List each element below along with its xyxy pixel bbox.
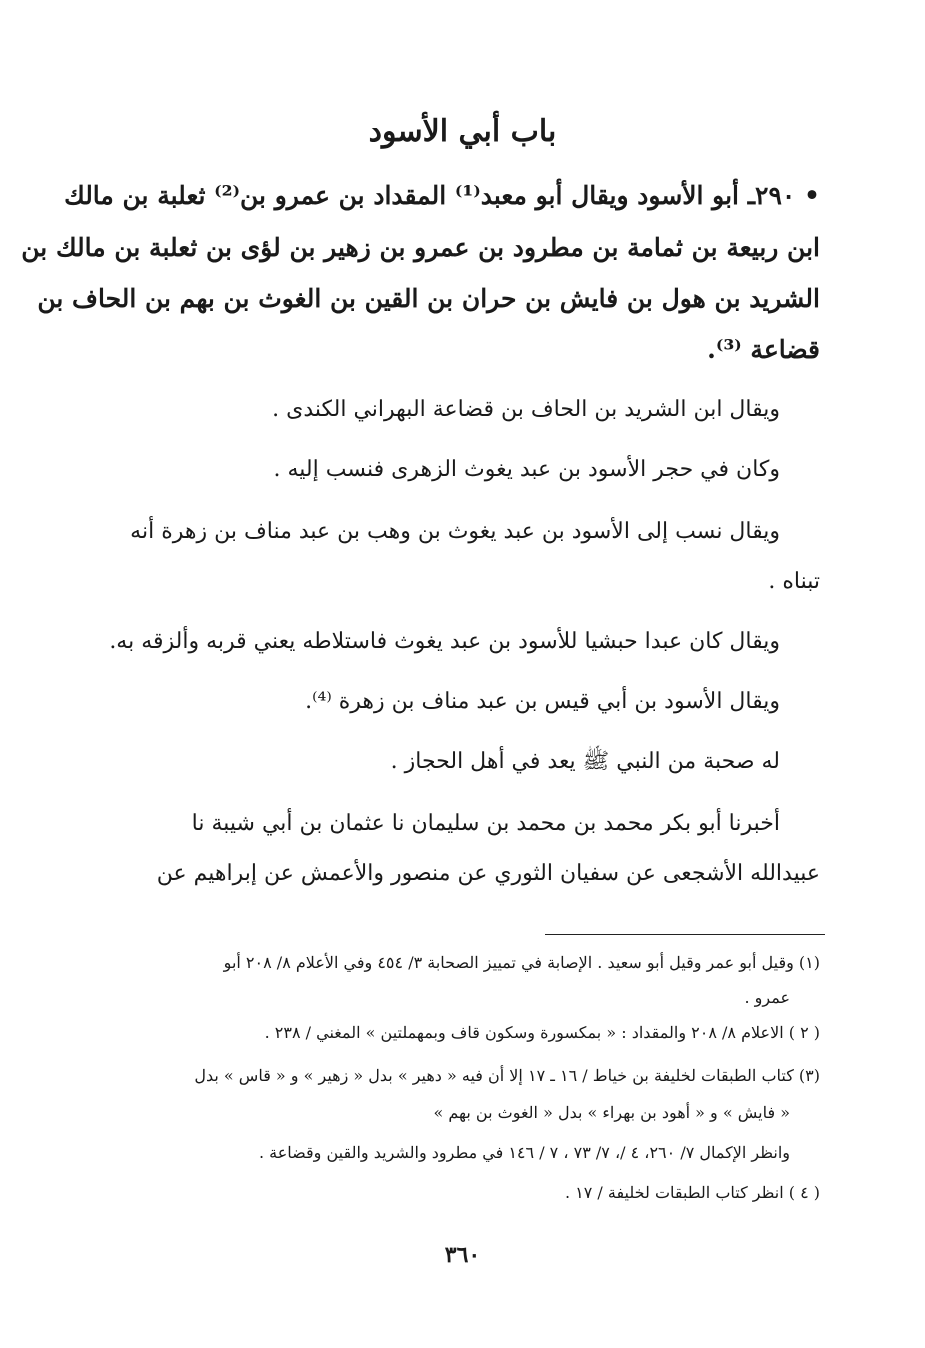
- footnote-divider: [545, 934, 825, 935]
- footnote-3-line-1: (٣) كتاب الطبقات لخليفة بن خياط / ١٦ ـ ١٧ إلا أن فيه « دهير » بدل « زهير » و « قاس » بدل: [194, 1066, 820, 1085]
- page-number: ٣٦٠: [444, 1242, 481, 1268]
- footnote-1-line-1: (١) وقيل أبو عمر وقيل أبو سعيد . الإصابة في تمييز الصحابة ٣/ ٤٥٤ وفي الأعلام ٨/ ٢٠٨ أبو: [223, 953, 820, 972]
- paragraph-2: وكان في حجر الأسود بن عبد يغوث الزهرى فنسب إليه .: [273, 457, 780, 482]
- paragraph-6: له صحبة من النبي ﷺ يعد في أهل الحجاز .: [390, 749, 780, 774]
- entry-line-4: قضاعة ⁽³⁾.: [707, 335, 820, 364]
- paragraph-7-line-2: عبيدالله الأشجعى عن سفيان الثوري عن منصور والأعمش عن إبراهيم عن: [156, 861, 820, 886]
- entry-line-3: الشريد بن هول بن فايش بن حران بن القين بن الغوث بن بهم بن الحاف بن: [37, 284, 820, 313]
- entry-line-1: • ٢٩٠ـ أبو الأسود ويقال أبو معبد⁽¹⁾ المقداد بن عمرو بن⁽²⁾ ثعلبة بن مالك: [64, 181, 820, 210]
- paragraph-1: ويقال ابن الشريد بن الحاف بن قضاعة البهراني الكندى .: [272, 397, 780, 422]
- entry-line-2: ابن ربيعة بن ثمامة بن مطرود بن عمرو بن زهير بن لؤى بن ثعلبة بن مالك بن: [21, 233, 820, 262]
- paragraph-5: ويقال الأسود بن أبي قيس بن عبد مناف بن زهرة ⁽⁴⁾.: [305, 689, 780, 714]
- paragraph-7-line-1: أخبرنا أبو بكر محمد بن محمد بن سليمان نا عثمان بن أبي شيبة نا: [191, 811, 780, 836]
- footnote-3-line-3: وانظر الإكمال ٧/ ٢٦٠، ٤ /، ٧/ ٧٣ ، ٧ / ١٤٦ في مطرود والشريد والقين وقضاعة .: [258, 1143, 790, 1162]
- footnote-4: ( ٤ ) انظر كتاب الطبقات لخليفة / ١٧ .: [564, 1183, 820, 1202]
- paragraph-3-line-1: ويقال نسب إلى الأسود بن عبد يغوث بن وهب بن عبد مناف بن زهرة أنه: [130, 519, 780, 544]
- chapter-heading: باب أبي الأسود: [368, 114, 557, 149]
- footnote-3-line-2: « فايش » و « أهود بن بهراء » بدل « الغوث بن بهم »: [433, 1103, 790, 1122]
- footnote-1-line-2: عمرو .: [744, 988, 790, 1007]
- footnote-2: ( ٢ ) الاعلام ٨/ ٢٠٨ والمقداد : « بمكسورة وسكون قاف وبمهملتين » المغني / ٢٣٨ .: [264, 1023, 820, 1042]
- paragraph-4: ويقال كان عبدا حبشيا للأسود بن عبد يغوث فاستلاطه يعني قربه وألزقه به.: [109, 629, 780, 654]
- paragraph-3-line-2: تبناه .: [768, 569, 820, 594]
